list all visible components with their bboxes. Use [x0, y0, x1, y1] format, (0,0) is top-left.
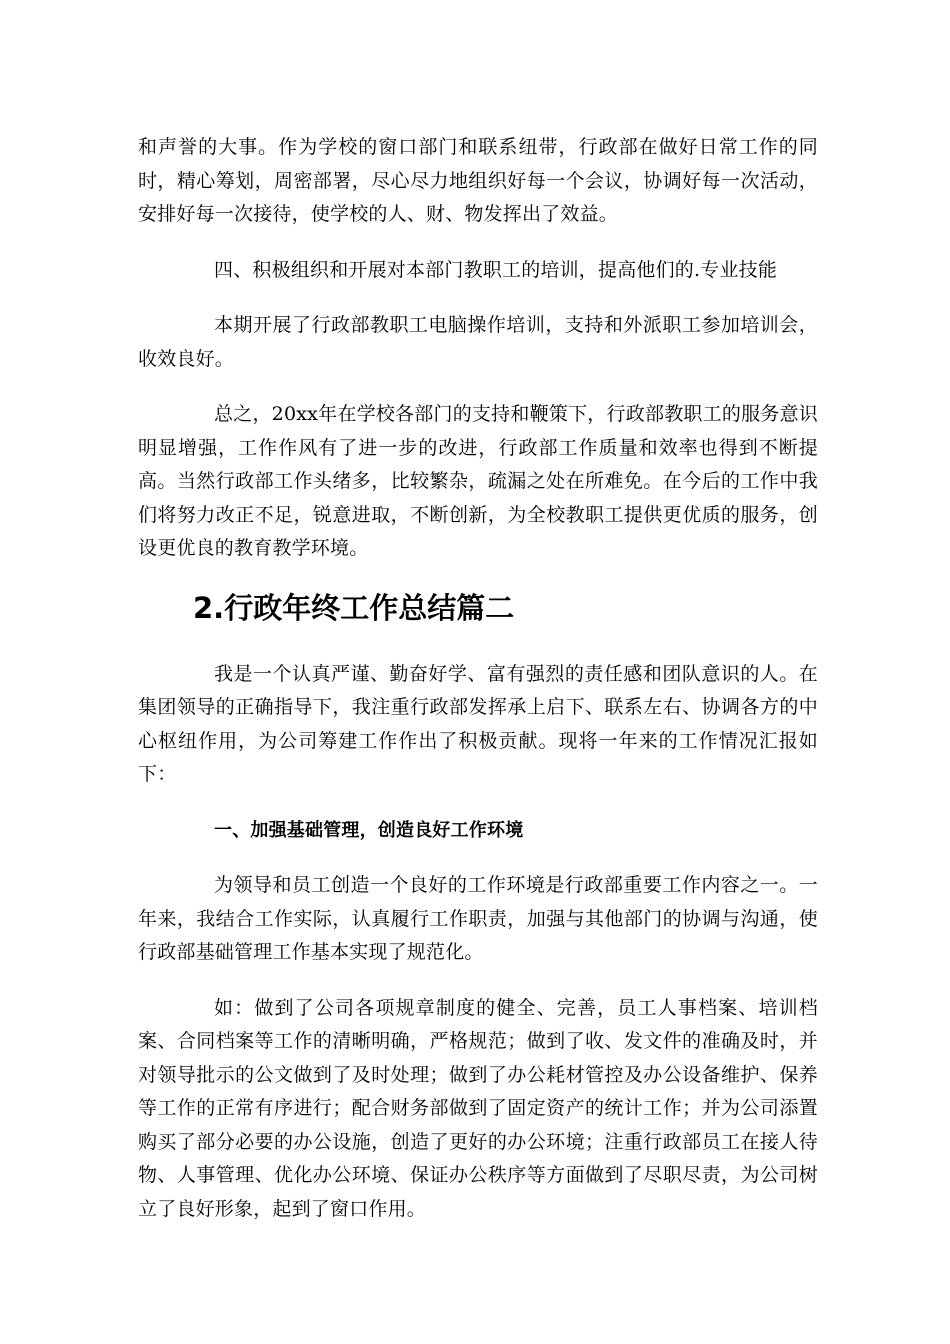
section-four-title: 四、积极组织和开展对本部门教职工的培训，提高他们的.专业技能	[214, 258, 778, 281]
section-heading-two: 2.行政年终工作总结篇二	[193, 590, 515, 625]
section-one-title: 一、加强基础管理，创造良好工作环境	[214, 819, 524, 841]
document-page	[138, 131, 818, 1248]
paragraph-environment: 为领导和员工创造一个良好的工作环境是行政部重要工作内容之一。一年来，我结合工作实际，认真履行工作职责，加强与其他部门的协调与沟通，使行政部基础管理工作基本实现了规范化。	[138, 874, 818, 963]
paragraph-summary: 总之，20xx年在学校各部门的支持和鞭策下，行政部教职工的服务意识明显增强，工作作风有了进一步的改进，行政部工作质量和效率也得到不断提高。当然行政部工作头绪多，比较繁杂，疏漏之处在所难免。在今后的工作中我们将努力改正不足，锐意进取，不断创新，为全校教职工提供更优质的服务，创设更优良的教育教学环境。	[138, 403, 818, 559]
paragraph-intro: 我是一个认真严谨、勤奋好学、富有强烈的责任感和团队意识的人。在集团领导的正确指导下，我注重行政部发挥承上启下、联系左右、协调各方的中心枢纽作用，为公司筹建工作作出了积极贡献。现将一年来的工作情况汇报如下：	[138, 662, 818, 785]
paragraph-training: 本期开展了行政部教职工电脑操作培训，支持和外派职工参加培训会，收效良好。	[138, 314, 818, 370]
paragraph-continuation: 和声誉的大事。作为学校的窗口部门和联系纽带，行政部在做好日常工作的同时，精心筹划，周密部署，尽心尽力地组织好每一个会议，协调好每一次活动，安排好每一次接待，使学校的人、财、物发挥出了效益。	[138, 136, 818, 225]
paragraph-example: 如：做到了公司各项规章制度的健全、完善，员工人事档案、培训档案、合同档案等工作的清晰明确，严格规范；做到了收、发文件的准确及时，并对领导批示的公文做到了及时处理；做到了办公耗材管控及办公设备维护、保养等工作的正常有序进行；配合财务部做到了固定资产的统计工作；并为公司添置购买了部分必要的办公设施，创造了更好的办公环境；注重行政部员工在接人待物、人事管理、优化办公环境、保证办公秩序等方面做到了尽职尽责，为公司树立了良好形象，起到了窗口作用。	[138, 996, 818, 1220]
